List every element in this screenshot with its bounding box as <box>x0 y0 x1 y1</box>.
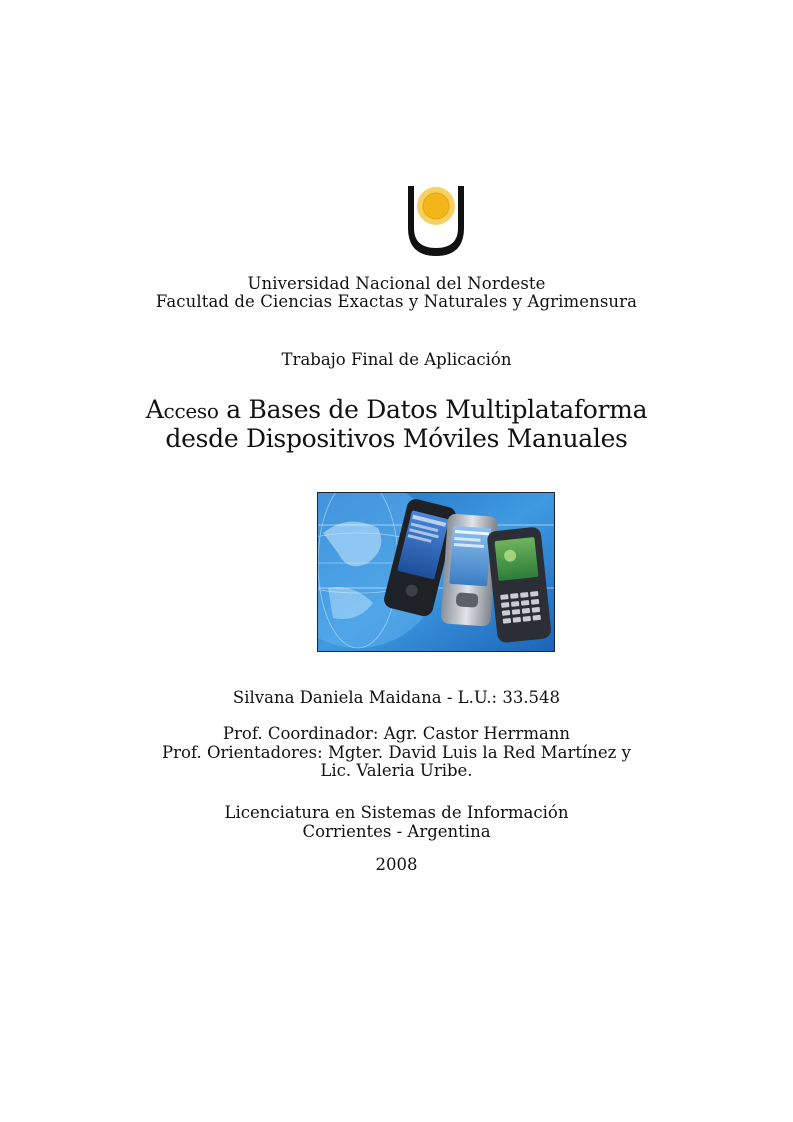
faculty-name: Facultad de Ciencias Exactas y Naturales y Agrimensura <box>155 292 638 311</box>
degree-info <box>0 803 793 841</box>
device-silver-pda <box>440 513 498 626</box>
title-line-1-rest: a Bases de Datos Multiplataforma <box>218 395 648 424</box>
title-line-2: desde Dispositivos Móviles Manuales <box>165 424 628 453</box>
university-name: Universidad Nacional del Nordeste <box>247 274 546 293</box>
year: 2008 <box>375 855 418 874</box>
title-smallcaps: cceso <box>163 399 219 423</box>
document-title <box>0 396 793 452</box>
author-name: Silvana Daniela Maidana - L.U.: 33.548 <box>232 688 561 707</box>
coordinator-line: Prof. Coordinador: Agr. Castor Herrmann <box>222 724 571 743</box>
advisors-line-2: Lic. Valeria Uribe. <box>320 761 473 780</box>
university-logo-icon <box>402 184 468 258</box>
professors-info <box>0 725 793 781</box>
location: Corrientes - Argentina <box>302 822 491 841</box>
cover-image-photo <box>317 492 555 652</box>
document-type <box>0 350 793 370</box>
document-type-label: Trabajo Final de Aplicación <box>281 350 512 369</box>
university-header <box>0 275 793 311</box>
degree-name: Licenciatura en Sistemas de Información <box>224 803 569 822</box>
advisors-line-1: Prof. Orientadores: Mgter. David Luis la Red Martínez y <box>162 742 631 762</box>
author-info <box>0 688 793 708</box>
title-initial: A <box>145 395 164 424</box>
year-info <box>0 855 793 875</box>
title-line-1 <box>0 396 793 425</box>
